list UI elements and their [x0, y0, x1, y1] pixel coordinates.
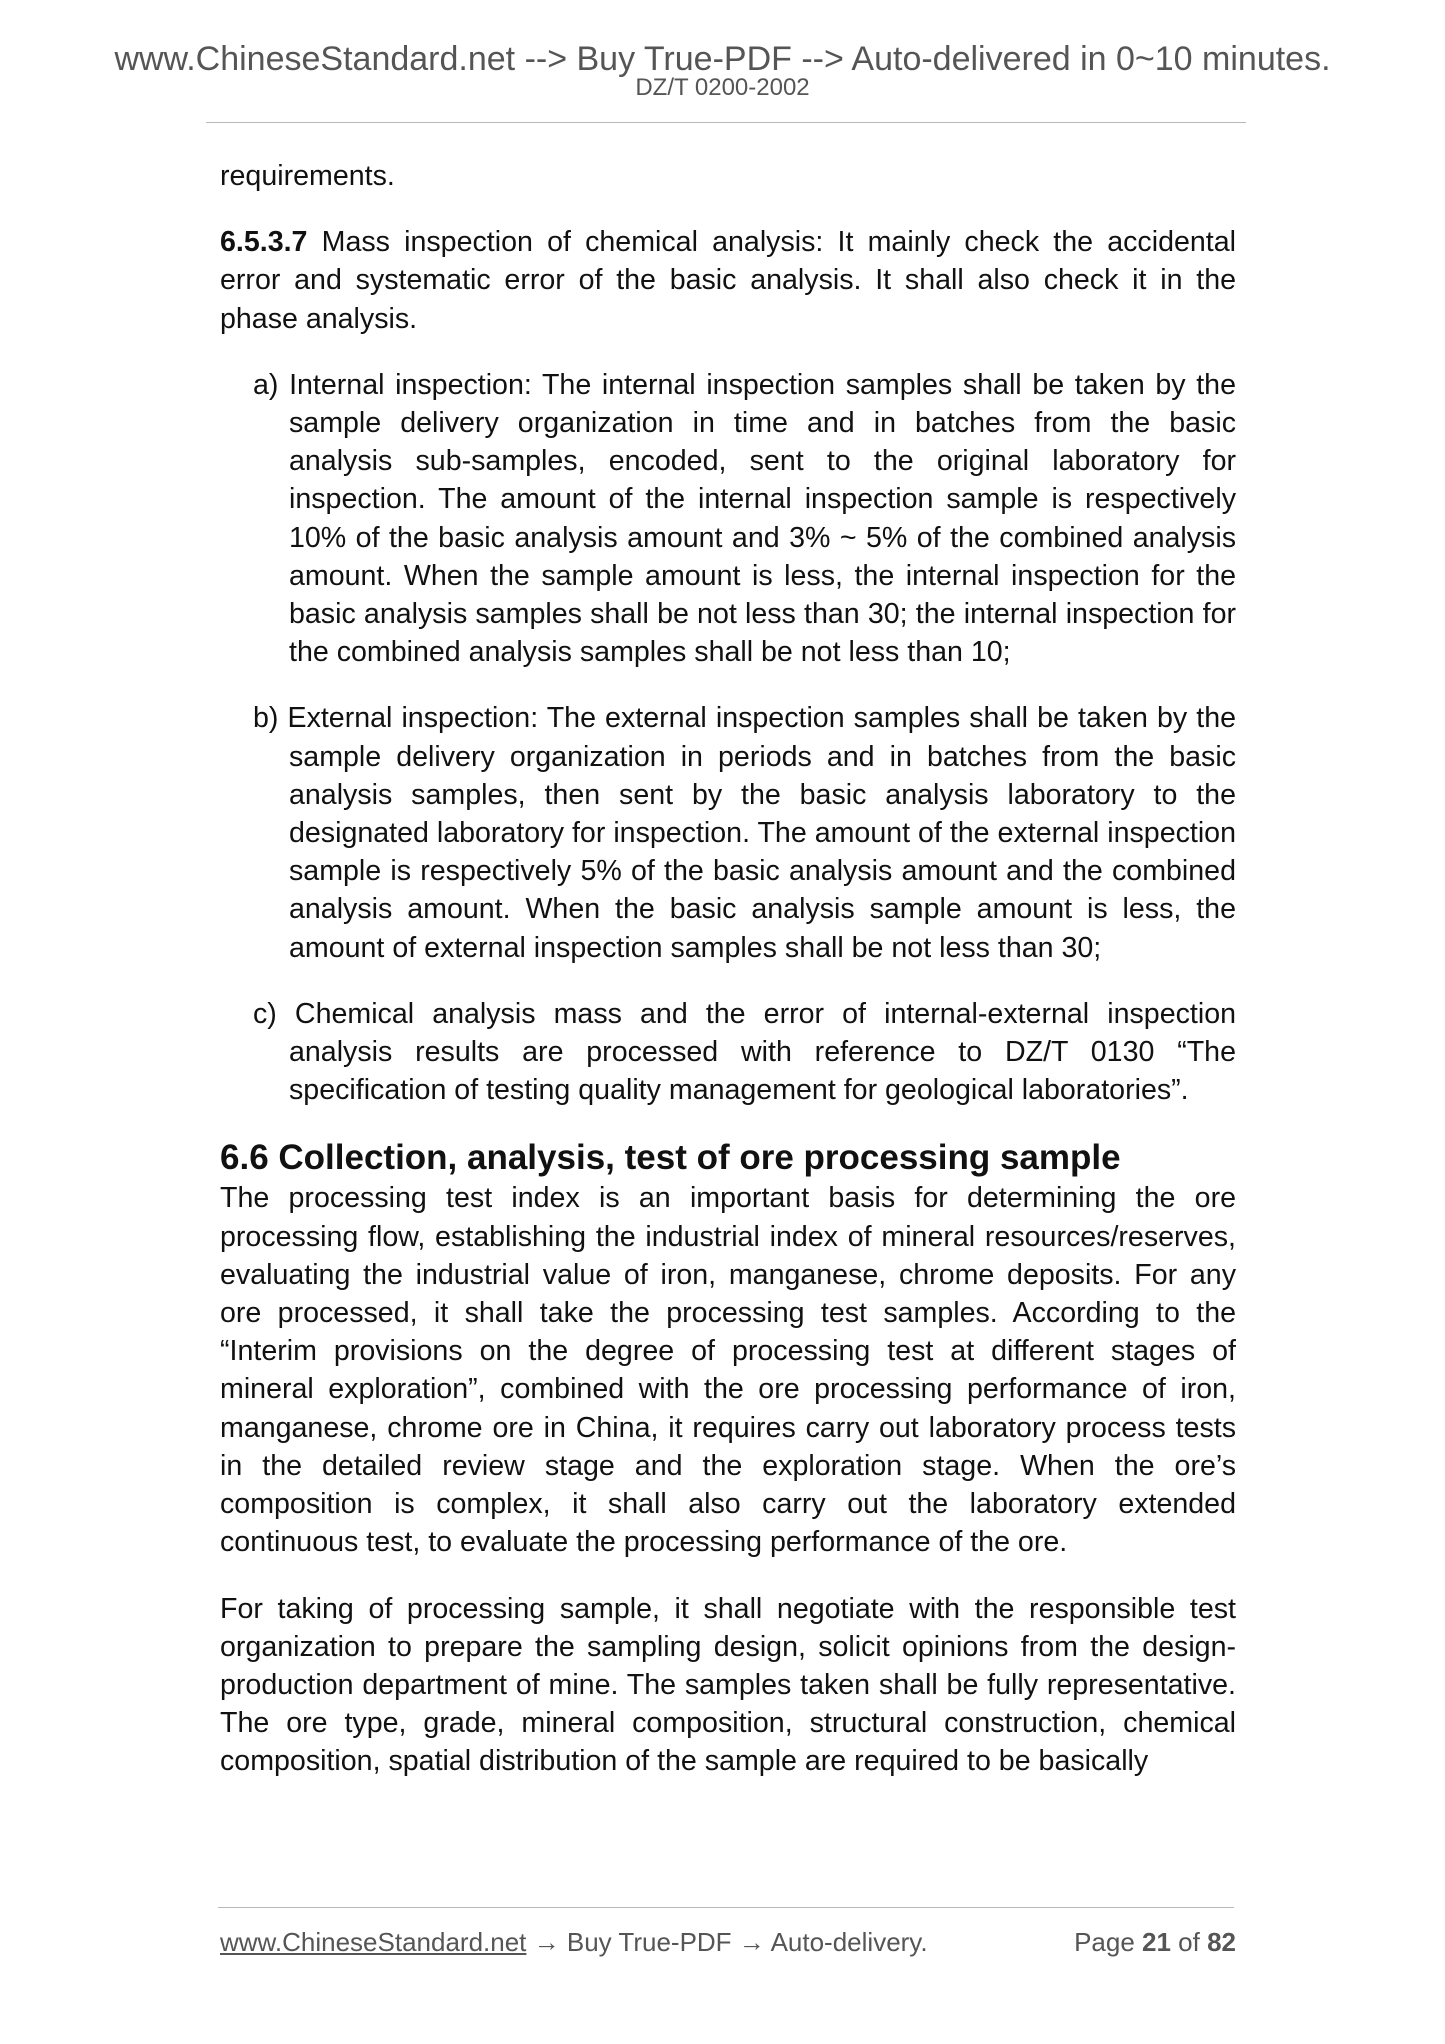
- page-footer: [220, 1926, 1236, 1958]
- continuation-text: requirements.: [220, 160, 395, 192]
- body-paragraph-1: The processing test index is an important basis for determining the ore processing flow, establishing the industrial index of mineral resources/reserves, evaluating the industrial value of iron, manganese, chrome deposits. For any ore processed, it shall take the processing test samples. According to the “Interim provisions on the degree of processing test at different stages of mineral exploration”, combined with the ore processing performance of iron, manganese, chrome ore in China, it requires carry out laboratory process tests in the detailed review stage and the exploration stage. When the ore’s composition is complex, it shall also carry out the laboratory extended continuous test, to evaluate the processing performance of the ore.: [220, 1182, 1236, 1559]
- total-pages: 82: [1207, 1927, 1236, 1957]
- page-of-label: of: [1170, 1927, 1208, 1957]
- section-heading: 6.6 Collection, analysis, test of ore processing sample: [220, 1138, 1121, 1178]
- document-code: DZ/T 0200-2002: [635, 74, 810, 101]
- footer-site-link[interactable]: www.ChineseStandard.net: [220, 1927, 527, 1957]
- top-banner: www.ChineseStandard.net --> Buy True-PDF --> Auto-delivered in 0~10 minutes.: [114, 40, 1331, 78]
- page-indicator: [1074, 1926, 1236, 1958]
- footer-tagline: → Buy True-PDF → Auto-delivery.: [526, 1927, 928, 1957]
- footer-divider: [218, 1907, 1234, 1908]
- body-paragraph-2: For taking of processing sample, it shall negotiate with the responsible test organization to prepare the sampling design, solicit opinions from the design-production department of mine. The samples taken shall be fully representative. The ore type, grade, mineral composition, structural construction, chemical composition, spatial distribution of the sample are required to be basically: [220, 1592, 1236, 1778]
- list-item-c: c) Chemical analysis mass and the error of internal-external inspection analysis results are processed with reference to DZ/T 0130 “The specification of testing quality management for geological laboratories”.: [253, 997, 1236, 1107]
- list-item-a: a) Internal inspection: The internal inspection samples shall be taken by the sample delivery organization in time and in batches from the basic analysis sub-samples, encoded, sent to the original laboratory for inspection. The amount of the internal inspection sample is respectively 10% of the basic analysis amount and 3% ~ 5% of the combined analysis amount. When the sample amount is less, the internal inspection for the basic analysis samples shall be not less than 30; the internal inspection for the combined analysis samples shall be not less than 10;: [253, 368, 1236, 669]
- clause-number: 6.5.3.7: [220, 226, 308, 259]
- page-number: 21: [1142, 1927, 1171, 1957]
- page-content: [220, 157, 1236, 1809]
- clause-6-5-3-7: [220, 223, 1236, 338]
- header-divider: [206, 122, 1246, 123]
- list-item-b: b) External inspection: The external inspection samples shall be taken by the sample delivery organization in periods and in batches from the basic analysis samples, then sent by the basic analysis laboratory to the designated laboratory for inspection. The amount of the external inspection sample is respectively 5% of the basic analysis amount and the combined analysis amount. When the basic analysis sample amount is less, the amount of external inspection samples shall be not less than 30;: [253, 702, 1236, 964]
- page-label: Page: [1074, 1927, 1143, 1957]
- clause-text: Mass inspection of chemical analysis: It mainly check the accidental error and systematic error of the basic analysis. It shall also check it in the phase analysis.: [220, 226, 1236, 335]
